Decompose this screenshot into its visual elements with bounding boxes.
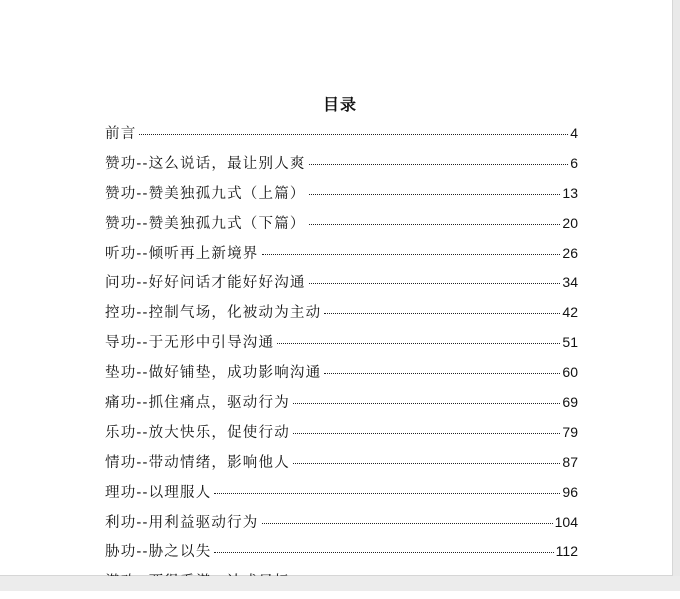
toc-entry[interactable] — [105, 360, 578, 390]
toc-entry-page-number: 34 — [562, 274, 578, 291]
toc-dot-leader — [309, 164, 569, 165]
toc-dot-leader — [277, 343, 560, 344]
toc-title: 目录 — [322, 95, 357, 114]
toc-entry-page-number: 51 — [562, 334, 578, 351]
toc-entry-page-number: 79 — [562, 423, 578, 440]
toc-entry-page-number: 104 — [554, 513, 578, 530]
toc-dot-leader — [262, 523, 553, 524]
toc-dot-leader — [324, 373, 560, 374]
toc-entry-page-number: 6 — [570, 154, 578, 171]
toc-entry-page-number: 4 — [570, 125, 578, 141]
toc-entry[interactable] — [105, 121, 578, 151]
toc-dot-leader — [293, 403, 561, 404]
viewer-bottom-strip — [0, 576, 680, 591]
toc-entry-page-number: 26 — [562, 244, 578, 261]
toc-entry[interactable] — [105, 270, 578, 300]
toc-entry-label: 乐功--放大快乐，促使行动 — [105, 424, 290, 441]
toc-entry-label: 理功--以理服人 — [105, 484, 212, 501]
toc-entry[interactable] — [105, 181, 578, 211]
toc-dot-leader — [214, 552, 553, 553]
toc-entry-label: 赞功--这么说话，最让别人爽 — [105, 155, 306, 172]
table-of-contents — [105, 121, 578, 599]
toc-entry-label: 控功--控制气场，化被动为主动 — [105, 305, 322, 322]
toc-entry-page-number: 42 — [562, 304, 578, 321]
toc-dot-leader — [293, 433, 561, 434]
toc-entry[interactable] — [105, 510, 578, 540]
toc-entry-page-number: 60 — [562, 364, 578, 381]
toc-entry-page-number: 112 — [555, 543, 578, 560]
toc-entry-page-number: 13 — [562, 184, 578, 201]
toc-entry[interactable] — [105, 330, 578, 360]
toc-entry-label: 情功--带动情绪，影响他人 — [105, 454, 290, 471]
toc-entry-label: 问功--好好问话才能好好沟通 — [105, 275, 306, 292]
toc-entry-label: 赞功--赞美独孤九式（上篇） — [105, 185, 306, 202]
toc-entry[interactable] — [105, 420, 578, 450]
toc-entry-page-number: 87 — [562, 453, 578, 470]
toc-dot-leader — [324, 313, 560, 314]
toc-entry[interactable] — [105, 539, 578, 569]
toc-entry-page-number: 69 — [562, 394, 578, 411]
toc-entry[interactable] — [105, 450, 578, 480]
toc-entry-label: 导功--于无形中引导沟通 — [105, 335, 275, 352]
toc-entry[interactable] — [105, 151, 578, 181]
toc-entry-page-number: 96 — [562, 483, 578, 500]
toc-entry[interactable] — [105, 480, 578, 510]
toc-entry-page-number: 20 — [562, 214, 578, 231]
toc-entry[interactable] — [105, 300, 578, 330]
toc-entry[interactable] — [105, 241, 578, 271]
toc-dot-leader — [309, 283, 561, 284]
toc-entry-label: 利功--用利益驱动行为 — [105, 514, 259, 531]
toc-entry-label: 前言 — [105, 126, 137, 142]
toc-dot-leader — [309, 194, 561, 195]
toc-entry-label: 听功--倾听再上新境界 — [105, 245, 259, 262]
toc-entry[interactable] — [105, 390, 578, 420]
toc-entry[interactable] — [105, 211, 578, 241]
toc-dot-leader — [139, 134, 568, 135]
toc-entry-label: 垫功--做好铺垫，成功影响沟通 — [105, 365, 322, 382]
toc-dot-leader — [262, 254, 561, 255]
toc-dot-leader — [309, 224, 561, 225]
toc-entry-label: 痛功--抓住痛点，驱动行为 — [105, 395, 290, 412]
toc-entry-label: 赞功--赞美独孤九式（下篇） — [105, 215, 306, 232]
toc-dot-leader — [214, 493, 560, 494]
toc-dot-leader — [293, 463, 561, 464]
toc-entry-label: 胁功--胁之以失 — [105, 544, 212, 561]
